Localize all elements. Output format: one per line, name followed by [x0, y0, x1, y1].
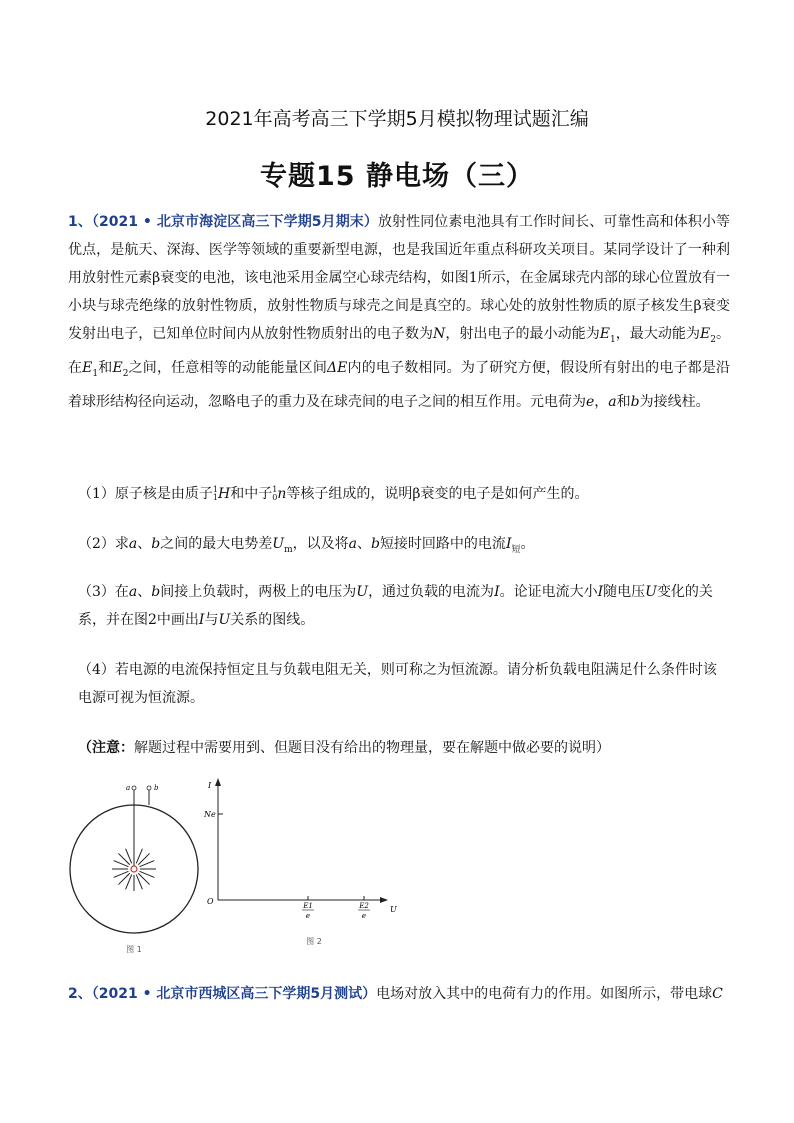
x-tick-1-denominator: e: [305, 912, 311, 920]
sub-q-text: 。: [520, 536, 535, 552]
question-2-number: 2、: [68, 986, 92, 1002]
note-label: （注意：: [78, 740, 134, 756]
stem-text: 和: [616, 393, 631, 410]
stem-text: 之间，任意相等的动能能量区间: [128, 359, 328, 376]
subscript: 1: [610, 334, 616, 345]
var-b: b: [630, 393, 640, 410]
sub-q-text: 等核子组成的，说明β衰变的电子是如何产生的。: [286, 486, 589, 502]
var-a: a: [128, 584, 138, 600]
var-a: a: [608, 393, 617, 410]
figure-2-caption: 图 2: [306, 937, 322, 946]
x-tick-1-numerator: E1: [303, 902, 313, 910]
sub-q-text: 、: [137, 536, 152, 552]
stem-text: ，最大动能为: [615, 326, 701, 342]
sub-q-text: ，以及将: [292, 536, 349, 552]
var-b: b: [370, 536, 380, 552]
x-axis-label: U: [390, 905, 397, 914]
var-I: I: [597, 584, 604, 600]
sub-question-4: （4）若电源的电流保持恒定且与负载电阻无关，则可称之为恒流源。请分析负载电阻满足什么条件时该电源可视为恒流源。: [78, 662, 717, 706]
figure-1-caption: 图 1: [126, 945, 142, 954]
var-U: U: [356, 584, 369, 600]
x-tick-2-denominator: e: [361, 912, 367, 920]
stem-text: 放射性同位素电池具有工作时间长、可靠性高和体积小等: [377, 214, 731, 230]
var-n: n: [277, 486, 287, 502]
sub-q-text: 。论证电流大小: [499, 584, 598, 600]
sub-q-text: 短接时回路中的电流: [379, 536, 506, 552]
origin-label: O: [207, 897, 214, 906]
note: [78, 734, 730, 762]
terminal-a: [132, 786, 136, 790]
y-tick-label: Ne: [204, 810, 216, 819]
note-text: 解题过程中需要用到、但题目没有给出的物理量，要在解题中做必要的说明）: [134, 740, 610, 756]
var-I: I: [494, 584, 500, 600]
sub-q-text: ，通过负载的电流为: [368, 584, 495, 600]
sub-question-2: [78, 530, 730, 564]
subscript: 2: [710, 334, 716, 345]
var-b: b: [151, 584, 161, 600]
sub-question-1: [78, 480, 730, 508]
question-2-stem: [68, 980, 730, 1008]
var-U: U: [218, 612, 231, 628]
y-axis-arrow: [215, 778, 221, 786]
sub-q-text: 变化的关系，并在图2中画出: [78, 584, 713, 628]
document-title: 专题15 静电场（三）: [260, 161, 534, 192]
label-a: a: [126, 784, 131, 792]
figure-1: [66, 778, 216, 956]
var-H: H: [218, 486, 231, 502]
sub-q-text: 之间的最大电势差: [160, 536, 273, 552]
var-E1: E: [82, 359, 93, 376]
question-2-source: （2021 • 北京市西城区高三下学期5月测试）: [91, 986, 377, 1002]
sub-question-3: [78, 578, 730, 634]
sub-q-text: 随电压: [603, 584, 646, 600]
stem-text: ，射出电子的最小动能为: [445, 326, 600, 342]
label-b: b: [154, 784, 159, 792]
sub-q-text: （1）原子核是由质子: [78, 486, 213, 502]
document-subtitle: 2021年高考高三下学期5月模拟物理试题汇编: [205, 108, 589, 130]
subscript: 2: [122, 368, 129, 379]
sub-q-text: （2）求: [78, 536, 129, 552]
question-1-source: （2021 • 北京市海淀区高三下学期5月期末）: [91, 214, 378, 230]
stem-text: 电场对放入其中的电荷有力的作用。如图所示，带电球: [376, 986, 713, 1002]
stem-text: ，: [594, 393, 609, 410]
stem-text: 为接线柱。: [639, 393, 710, 410]
stem-text: 和: [98, 359, 113, 376]
var-a: a: [128, 536, 138, 552]
subscript: m: [284, 544, 293, 555]
stem-text: 内的电子数相同。为了研究方便，假设所有射出的电子都是沿着球形结构径向运动，忽略电子的重力及在球壳间的电子之间的相互作用。元电荷为: [68, 359, 731, 410]
terminal-b: [147, 786, 151, 790]
var-E2: E: [700, 326, 711, 342]
sub-q-text: 和中子: [230, 486, 273, 502]
var-N: N: [433, 326, 446, 342]
var-a: a: [348, 536, 357, 552]
stem-text: 优点，是航天、深海、医学等领域的重要新型电源，也是我国近年重点科研攻关项目。某同学设计了一种利用放射性元素β衰变的电池，该电池采用金属空心球壳结构，如图1所示，在金属球壳内部的球心位置放有一小块与球壳绝缘的放射性物质，放射性物质与球壳之间是真空的。球心处的放射性物质的原子核发生β衰变发射出电子，已知单位时间内从放射性物质射出的电子数为: [68, 242, 730, 342]
var-I: I: [505, 536, 512, 552]
subscript: 短: [511, 544, 521, 555]
sub-q-text: 间接上负载时，两极上的电压为: [160, 584, 357, 600]
sub-q-text: 关系的图线。: [230, 612, 315, 628]
y-axis-label: I: [208, 781, 212, 790]
question-1-stem: [68, 208, 730, 416]
var-C: C: [712, 986, 723, 1002]
radioactive-source: [131, 866, 137, 872]
var-U: U: [645, 584, 657, 600]
nuclide-index: 1 0: [272, 485, 278, 502]
question-1-number: 1、: [68, 214, 92, 230]
figure-2: [196, 776, 416, 951]
sub-q-text: （3）在: [78, 584, 129, 600]
sub-q-text: 、: [137, 584, 152, 600]
var-I: I: [198, 612, 205, 628]
var-E2: E: [112, 359, 123, 376]
var-e: e: [586, 393, 595, 410]
stem-text: 。在: [68, 326, 731, 376]
var-b: b: [151, 536, 161, 552]
var-E1: E: [599, 326, 610, 342]
x-tick-2-numerator: E2: [359, 902, 369, 910]
x-axis-arrow: [380, 897, 388, 903]
nuclide-index: 1 1: [212, 485, 219, 502]
var-delta-E: ΔE: [327, 359, 348, 376]
sub-q-text: 、: [356, 536, 371, 552]
subscript: 1: [92, 368, 99, 379]
sub-q-text: 与: [204, 612, 219, 628]
var-U: U: [272, 536, 285, 552]
